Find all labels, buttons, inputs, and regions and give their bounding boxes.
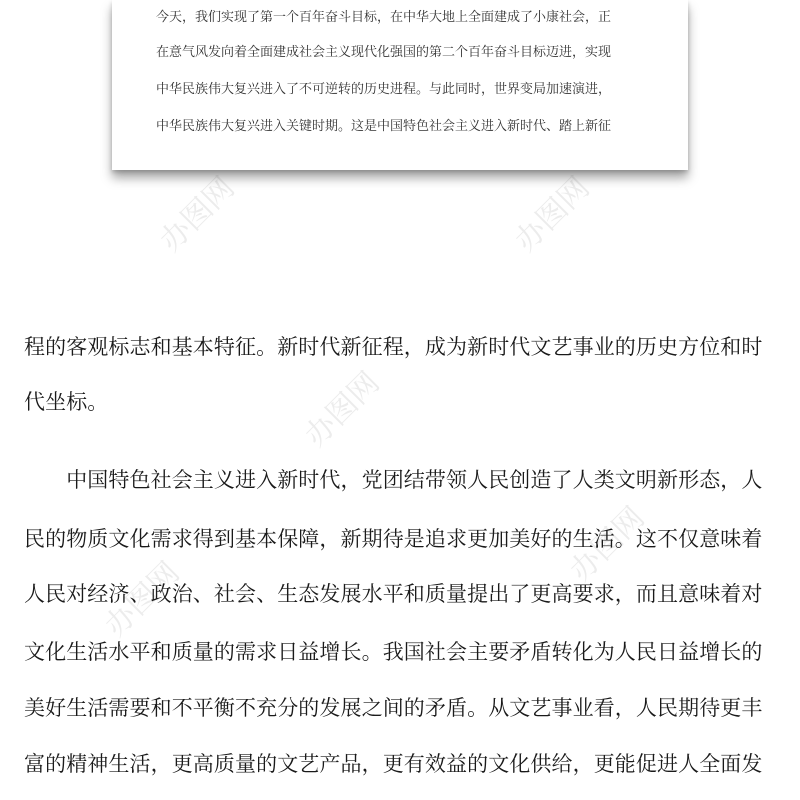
watermark: 办图网 — [508, 170, 597, 259]
body-text-line: 文化生活水平和质量的需求日益增长。我国社会主要矛盾转化为人民日益增长的 — [24, 640, 763, 664]
body-text-line: 中国特色社会主义进入新时代，党团结带领人民创造了人类文明新形态，人 — [24, 468, 763, 492]
excerpt-card — [112, 0, 688, 170]
body-text-line: 人民对经济、政治、社会、生态发展水平和质量提出了更高要求，而且意味着对 — [24, 582, 763, 606]
excerpt-line: 中华民族伟大复兴进入关键时期。这是中国特色社会主义进入新时代、踏上新征 — [156, 119, 612, 134]
body-text-line: 代坐标。 — [24, 390, 109, 414]
watermark: 办图网 — [153, 170, 242, 259]
excerpt-line: 在意气风发向着全面建成社会主义现代化强国的第二个百年奋斗目标迈进，实现 — [156, 45, 612, 60]
excerpt-line: 中华民族伟大复兴进入了不可逆转的历史进程。与此同时，世界变局加速演进， — [156, 82, 612, 97]
body-text-line: 程的客观标志和基本特征。新时代新征程，成为新时代文艺事业的历史方位和时 — [24, 335, 763, 359]
watermark: 办图网 — [298, 365, 387, 454]
watermark: 办图网 — [98, 555, 187, 644]
excerpt-line: 今天，我们实现了第一个百年奋斗目标，在中华大地上全面建成了小康社会，正 — [156, 10, 612, 25]
body-text-line: 美好生活需要和不平衡不充分的发展之间的矛盾。从文艺事业看，人民期待更丰 — [24, 696, 763, 720]
body-text-line: 富的精神生活，更高质量的文艺产品，更有效益的文化供给，更能促进人全面发 — [24, 752, 763, 776]
body-text-line: 民的物质文化需求得到基本保障，新期待是追求更加美好的生活。这不仅意味着 — [24, 527, 763, 551]
watermark: 办图网 — [563, 500, 652, 589]
